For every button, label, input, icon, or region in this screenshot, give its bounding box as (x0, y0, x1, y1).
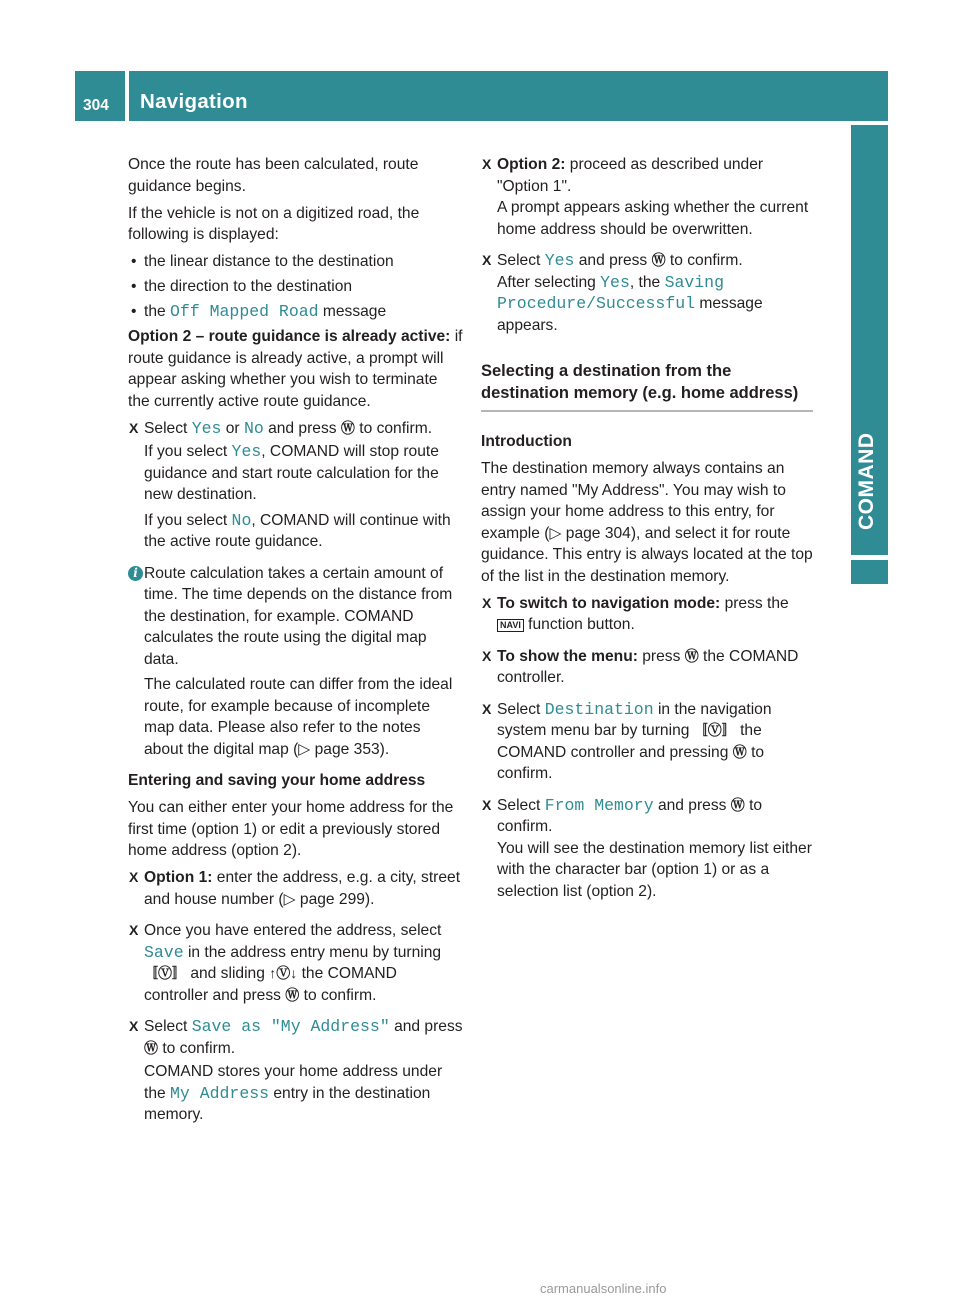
controller-press-icon: Ⓦ (651, 252, 666, 268)
paragraph: The destination memory always contains an entry named "My Address". You may wish to assign your home address to this entry, for example (▷ page 304), and select it for route guidance. This entry is always located at the top of the list in the destination memory. (481, 460, 813, 585)
controller-press-icon: Ⓦ (732, 743, 747, 760)
step-item: X Once you have entered the address, select Save in the address entry menu by turning 〚Ⓥ〛 and sliding ↑Ⓥ↓ the COMAND controller and press Ⓦ to confirm. (129, 922, 442, 1004)
bullet-item: • the Off Mapped Road message (128, 301, 463, 323)
controller-turn-icon: 〚Ⓥ〛 (144, 965, 186, 981)
navi-button-icon: NAVI (497, 619, 524, 632)
page-number-box (75, 71, 125, 121)
controller-press-icon: Ⓦ (340, 419, 355, 436)
step-marker-icon: X (482, 252, 492, 268)
footer-watermark: carmanualsonline.info (540, 1281, 667, 1296)
step-item: X Select Destination in the navigation system menu bar by turning 〚Ⓥ〛 the COMAND controller and pressing Ⓦ to confirm. (482, 699, 772, 782)
chapter-title: Navigation (140, 90, 248, 113)
controller-press-icon: Ⓦ (285, 986, 300, 1003)
section-heading: Selecting a destination from the destination memory (e.g. home address) (481, 361, 813, 412)
side-tab-label: COMAND (855, 432, 878, 530)
controller-press-icon: Ⓦ (144, 1039, 158, 1056)
paragraph: Option 2 – route guidance is already active: if route guidance is already active, a prompt will appear asking whether you wish to terminate the currently active route guidance. (128, 328, 463, 410)
paragraph: Once the route has been calculated, route guidance begins. (128, 156, 419, 195)
bullet-item: • the linear distance to the destination (128, 251, 463, 273)
step-item: X To switch to navigation mode: press the NAVI function button. (482, 594, 789, 633)
controller-press-icon: Ⓦ (684, 647, 699, 664)
controller-press-icon: Ⓦ (730, 796, 745, 813)
paragraph: You can either enter your home address for the first time (option 1) or edit a previously stored home address (option 2). (128, 799, 454, 859)
info-note: i Route calculation takes a certain amount of time. The time depends on the distance from the destination, for example. COMAND calculates the route using the digital map data. The calculated route can differ from the ideal route, for example because of incomplete map data. Please also refer to the notes about the digital map (▷ page 353). (128, 563, 463, 761)
step-marker-icon: X (482, 796, 492, 813)
left-column (128, 154, 463, 1136)
step-item: X Select From Memory and press Ⓦ to confirm. You will see the destination memory list either with the character bar (option 1) or as a selection list (option 2). (482, 795, 812, 900)
step-item: X Option 2: proceed as described under "Option 1". A prompt appears asking whether the current home address should be overwritten. (482, 156, 809, 238)
step-item: X To show the menu: press Ⓦ the COMAND controller. (482, 647, 799, 686)
bullet-item: • the direction to the destination (128, 276, 463, 298)
page-number: 304 (83, 97, 109, 114)
side-tab-end (851, 560, 888, 584)
step-item: X Option 1: enter the address, e.g. a city, street and house number (▷ page 299). (129, 869, 461, 908)
controller-slide-icon: ↑Ⓥ↓ (269, 965, 298, 981)
step-item: X Select Yes or No and press Ⓦ to confirm. If you select Yes, COMAND will stop route guidance and start route calculation for the new destination. If you select No, COMAND will continue with the active route guidance. (129, 418, 451, 550)
paragraph: If the vehicle is not on a digitized road, the following is displayed: (128, 204, 420, 243)
step-marker-icon: X (129, 869, 139, 885)
info-icon: i (128, 566, 143, 581)
step-marker-icon: X (129, 1018, 139, 1034)
step-marker-icon: X (482, 594, 492, 611)
chapter-header (129, 71, 888, 121)
right-column (481, 154, 813, 912)
step-marker-icon: X (482, 156, 492, 172)
step-marker-icon: X (129, 419, 139, 436)
step-marker-icon: X (129, 922, 139, 938)
step-item: X Select Yes and press Ⓦ to confirm. After selecting Yes, the Saving Procedure/Successful message appears. (482, 251, 763, 334)
step-item: X Select Save as "My Address" and press Ⓦ to confirm. COMAND stores your home address under the My Address entry in the destination memory. (129, 1017, 463, 1123)
subheading: Entering and saving your home address (128, 772, 426, 789)
subheading: Introduction (481, 433, 572, 450)
controller-turn-icon: 〚Ⓥ〛 (693, 722, 736, 738)
step-marker-icon: X (482, 700, 492, 717)
step-marker-icon: X (482, 647, 492, 664)
